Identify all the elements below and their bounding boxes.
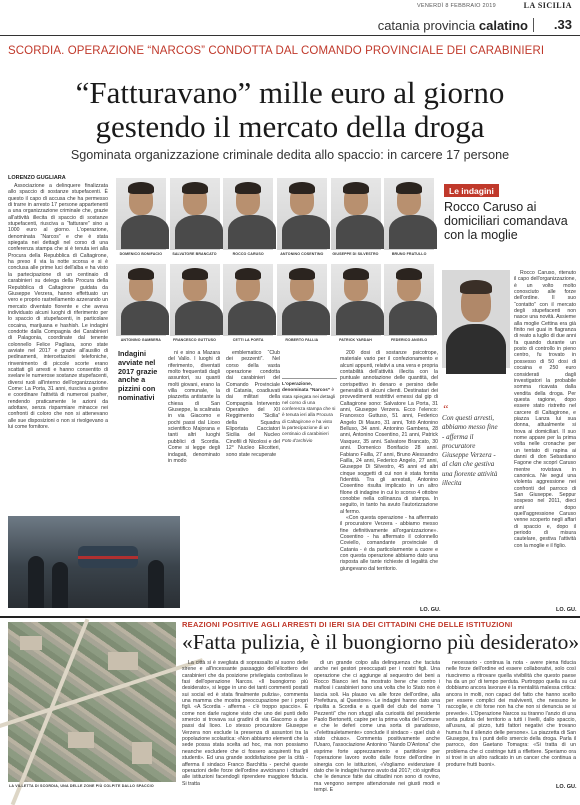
page-separator [533, 18, 534, 32]
photo-caption-box: L'operazione, denominata “Narcos” è stata spiegata nei dettagli nel corso di una conferenza stampa che si è tenuta ieri alla Procura di Caltagirone e ha visto la partecipazione di un centinaio di carabinieri Foto d'archivio [282, 378, 337, 444]
second-column-1: La città si è svegliata di soprassalto al suono delle sirene e all'incessante passaggio dell'elicottero dei carabinieri che da posizione privilegiata controllava le fasi dell'operazione Narcos. «Il buongiorno più desiderato», si legge in uno dei tanti commenti postati sui social ed è stata finalmente pulizia», commenta una mamma che mostra preoccupazione per i propri figli. «A Scordia - afferma - c'è troppo spaccio». È come non darle ragione visto che uno dei punti dello smercio si trovava sui gradini di via Giacomo a due passi dal liceo. Lo stesso procuratore Giuseppe Verzera non esclude la presenza di assuntori tra la popolazione scolastica: «Non abbiamo elementi che la sede possa stata scelta ad hoc, ma non possiamo neanche escludere che ci fossero acquirenti fra gli studenti». Ed una grande soddisfazione per la città - afferma il sindaco Franco Barchitta - perché queste operazioni delle forze dell'ordine avvicinano i cittadini alle istituzioni facendogli riprendere maggiore fiducia. Si tratta [182, 660, 308, 787]
sidebar-text: Rocco Caruso, ritenuto il capo dell'organizzazione, è un volto molto conosciuto alle forze dell'ordine. Il suo “contatto” con il mercato degli stupefacenti non nasce una novità. Assieme alla moglie Cettina era già finito nei guai in flagranza di reato a luglio di due anni fa quando durante un posto di controllo in pieno centro, fu trovato in possesso di 50 dosi di cocaina e 250 euro considerati dagli investigatori la probabile somma ricavata dalla vendita della droga. Per questa ragione, dopo essere stato ristretto nel carcere di Caltagirone, e piazza Lanza lui sua donna, attualmente si trova ai domiciliari. Il suo nome appare per la prima volta nelle cronache per un tentato di rapina ai danni di don Sebastiano Fagone che scoprì Caruso mentre rovistava in canonica. Ne seguì una violenta aggressione nei confronti del parroco di San Giuseppe. Seppur sospeso nel 2011, dieci anni dopo quell'aggressione Caruso venne scoperto negli affari di spaccio e, dopo il periodo di misura cautelare, gestiva l'attività con la moglie e il figlio. [514, 270, 577, 549]
article-column-1: Associazione a delinquere finalizzata allo spaccio di sostanze stupefacenti. È questo il capo di accusa che ha permesso di trarre in arresto 17 persone appartenenti a una organizzazione criminale che, grazie all'attività illecita di spaccio di sostanze stupefacenti, riusciva a “fatturare” sino a 1000 euro al giorno. L'operazione, denominata “Narcos” e che è stata spiegata nei dettagli nel corso di una conferenza stampa che si è tenuta ieri alla Procura della Repubblica di Caltagirone, ha preso il via la notte scorsa e si è conclusa alle prime luci dell'alba e ha visto la partecipazione di un centinaio di carabinieri su delega della Procura della Repubblica di Caltagirone guidata da Giuseppe Verzera, hanno effettuato un vero e proprio rastrellamento azzerando un mercato diventato fiorente e che aveva individuato alcuni luoghi di riferimento per lo spaccio di stupefacenti, in particolare cocaina, marijuana e hashish. Le indagini condotte dalla Compagnia dei Carabinieri di Palagonia, coordinate dal tenente colonnello Felice Pagliara, sono state avviate nel 2017 e grazie all'ausilio di pedinamenti, intercettazioni telefoniche, rinvenimento di piccole scorte erano scattati gli arresti e hanno consentito di svelare le numerose sostanze stupefacenti, diversi ruoli all'interno dell'organizzazione. Come: La Porta, 31 anni, riusciva a gestire e coordinare l'attività di numerosi pusher, rendendo praticamente le azioni da adottare, senza risparmiare minacce nei confronti di coloro che non si attenevano alle sue disposizioni o non si rivolgevano a lui come fornitore. [8, 183, 108, 431]
mugshot-photo [223, 264, 273, 336]
mugshot-photo [277, 264, 327, 336]
mugshot-photo [331, 178, 381, 250]
mugshot-name: FRANCESCO GUTTUSO [172, 338, 217, 342]
newspaper-name: LA SICILIA [523, 1, 572, 10]
article-column-3: ni e sino a Mazara del Vallo. I luoghi di riferimento, diventati molto frequentati dagli assuntori, su quanti molti giovani, erano la villa comunale, la piazzetta antistante la chiesa di San Giuseppe, la scalinata in via Giacomo e pochi passi dal Liceo scientifico Majorana e tanti altri luoghi pubblici di Scordia. Come si legge degli indagati, denominato in modo [168, 350, 220, 464]
mugshot-name: CETTI LA PORTA [232, 338, 264, 342]
mugshot-photo [116, 178, 166, 250]
page-number: .33 [553, 17, 572, 32]
mugshot-name: SALVATORE BRANCATO [172, 252, 217, 256]
issue-date: VENERDÌ 8 FEBBRAIO 2019 [416, 3, 496, 9]
mugshot-name: ROCCO CARUSO [232, 252, 264, 256]
second-signoff: LO. GU. [556, 784, 577, 790]
mugshot-photo [170, 264, 220, 336]
byline: LORENZO GUGLIARA [8, 175, 66, 181]
article-kicker: SCORDIA. OPERAZIONE “NARCOS” CONDOTTA DAL COMANDO PROVINCIALE DEI CARABINIERI [8, 45, 545, 57]
second-column-3: necessario - continua la nota - avere piena fiducia nelle forze dell'ordine ed essere collaborativi, solo così riusciremo a ritrovare quella vivibilità che questo paese ha da un po' di tempo perduta. Purtroppo quella su cui dobbiamo ancora lavorare è la mentalità malessa critica: ancora in molti, non capaci del fatto che hanno scelto per essere complici dei malviventi, che nessuno le raccoglie, e chi forse non ha che non si denuncia se si prevede». L'Operazione Narcos su tiranno l'anzio di una sorta pulizia del territorio a tutti i livelli, dallo spaccio, all'usura, al pizzo, tutti fattori negativi che trovano humus fra il silenzio delle persone». La piazzetta di San Giuseppe, tra i punti dello smercio della droga. Parla il parroco, don Gaetano Tomagra: «Si tratta di un problema che ci costringe tutti a riflettere. Speriamo ora si trovi in un altro radicato in un cancer che continua a produrre frutti buoni». [446, 660, 576, 768]
quote-icon: “ [442, 402, 449, 416]
portrait-photo [442, 270, 510, 368]
sidebar-quote: “ Con questi arresti, abbiamo messo fine - afferma il procuratore Giuseppe Verzera - al clan che gestiva una fiorente attività illecita [442, 404, 500, 488]
aerial-caption: LA VILLETTA DI SCORDIA, UNA DELLE ZONE PIÙ COLPITE DALLO SPACCIO [9, 784, 154, 788]
mugshot-photo [116, 264, 166, 336]
mugshot-name: GIUSEPPE DI SILVESTRO [332, 252, 379, 256]
aerial-photo [8, 622, 176, 782]
mugshot-name: DOMENICO BONIFACIO [119, 252, 163, 256]
second-column-2: di un grande colpo alla delinquenza che taciuta anche nei gestori preoccupati per i nostri figli. Una operazione che ci aggiunge al sequestro dei beni a Rocco Bianco ieri ha mostrato bene che contro i mafiosi i carabinieri sono una volta che lo Stato non è lascia soli. Ha plauso va alle forze dell'ordine, alla Prefettura, al Questore». Le indagini hanno dato una ripulita a Scordia e a quelli del club del nome “I Pezzenti” che non sfuggì alla curiosità del presidente Paolo Bertonetti, capire per la prima volta del Comune e che le deferì come una sorta di paradosso, «l'elettrauletamente» conclude il sindaco - quel club è stato chiuso». Commenta positivamente anche l'Usaro, l'associazione Antonino “Nando D'Antona” che esprime forte apprezzamento e partitolore per l'operazione lavoro svolto dalle forze dell'ordine in sinergia con le istituzioni, «Vogliamo evidenziare il dato che le indagini hanno avuto dal 2017; ciò significa che le denunce fatte dai cittadini non sono di rovino, ma vengono sempre attenzionate nei giusti modi e tempi. E [314, 660, 440, 793]
police-photo [8, 516, 180, 608]
mugshot-name: PATRICK YARDAH [339, 338, 372, 342]
sidebar-signoff: LO. GU. [556, 607, 577, 613]
article-headline: “Fatturavano” mille euro al giorno gestendo il mercato della droga [75, 75, 505, 144]
second-headline: «Fatta pulizia, è il buongiorno più desiderato» [182, 630, 580, 654]
section-name: catania provincia calatino [377, 18, 528, 33]
article-signoff: LO. GU. [420, 607, 441, 613]
mugshot-name: ROBERTO FALLIA [285, 338, 319, 342]
article-divider [0, 616, 580, 618]
article-column-5: 200 dosi di sostanze psicotrope, materiale vario per il confezionamento e alcuni appunti, relativi a una vera e propria contabilità dell'attività illecita con la puntuale annotazione delle quantità, del corrispettivo in denaro e persino delle generalità di alcuni clienti. Destinatari dei provvedimenti restrittivi emessi dal gip di Caltagirone sono: Salvatore La Porta, 31 anni, Giuseppe Verzera. Ecco l'elenco: Francesco Guttuso, 51 anni, Federico Angelo Di Mauro, 31 anni, Totò Antonino Belluso, 34 anni. Antonino Gambera, 28 anni, Antonino Cosentino, 21 anni, Patrick Vasquez, 35 anni. Salvatore Brancato, 30 anni. Domenico Bonifacio 28 anni. Fabiano Failla, 27 anni, Bruno Alessandro Failla, 24 anni, Federico Angelo, 27 anni, Giuseppe Di Silvestro, 45 anni ed altri cinque soggetti di cui non è stata fornita l'identità. Tra gli arrestati, Antonino Cosentino risulta implicato in un altro filone di indagine in cui lo scorso 4 ottobre conobbe nella collinanza di stampa. In seguito, in tanto ha avuto l'autorizzazione al fermo. «Con questa operazione - ha affermato il procuratore Verzera - abbiamo messo fine definitivamente all'organizzazione». Cosentino - ha affermato il colonnello Coviello, comandante provinciale di Catania - è da particolarmente a cuore e con questa operazione abbiamo dato una risposta alle tante richieste di legalità che giungevano dal territorio. [340, 350, 438, 572]
section-bar [0, 14, 580, 36]
mugshot-name: BRUNO FRATULLO [391, 252, 427, 256]
mugshot-photo [384, 264, 434, 336]
mugshot-name: ANTONINO COSENTINO [280, 252, 324, 256]
second-kicker: REAZIONI POSITIVE AGLI ARRESTI DI IERI SIA DEI CITTADINI CHE DELLE ISTITUZIONI [182, 620, 513, 629]
article-subhead: Sgominata organizzazione criminale dedita allo spaccio: in carcere 17 persone [70, 148, 510, 162]
sidebar-title: Rocco Caruso ai domiciliari comandava con la moglie [444, 200, 568, 242]
masthead [0, 0, 580, 12]
mugshot-name: ANTONINO GAMBERA [120, 338, 161, 342]
mugshot-photo [223, 178, 273, 250]
mugshot-photo [331, 264, 381, 336]
mugshot-grid [114, 178, 436, 346]
mugshot-photo [170, 178, 220, 250]
mugshot-name: FEDERICO ANGELO [391, 338, 428, 342]
mugshot-photo [277, 178, 327, 250]
callout: Indagini avviate nel 2017 grazie anche a pizzini con nominativi [118, 349, 158, 402]
sidebar-label: Le indagini [444, 184, 499, 197]
mugshot-photo [384, 178, 434, 250]
article-column-4: emblematico “Club dei pezzenti”. Nel corso della vasta operazione condotta dai carabinieri del Comando Provinciale di Catania, coadiuvati dai militari della Compagnia Intervento Operativo del XII Reggimento “Sicilia” della Squadra Eliportata Cacciatori Sicilia del Nucleo Cinofili di Nicolosi e del 12° Nucleo Elicotteri, sono state recuperate [226, 350, 280, 458]
